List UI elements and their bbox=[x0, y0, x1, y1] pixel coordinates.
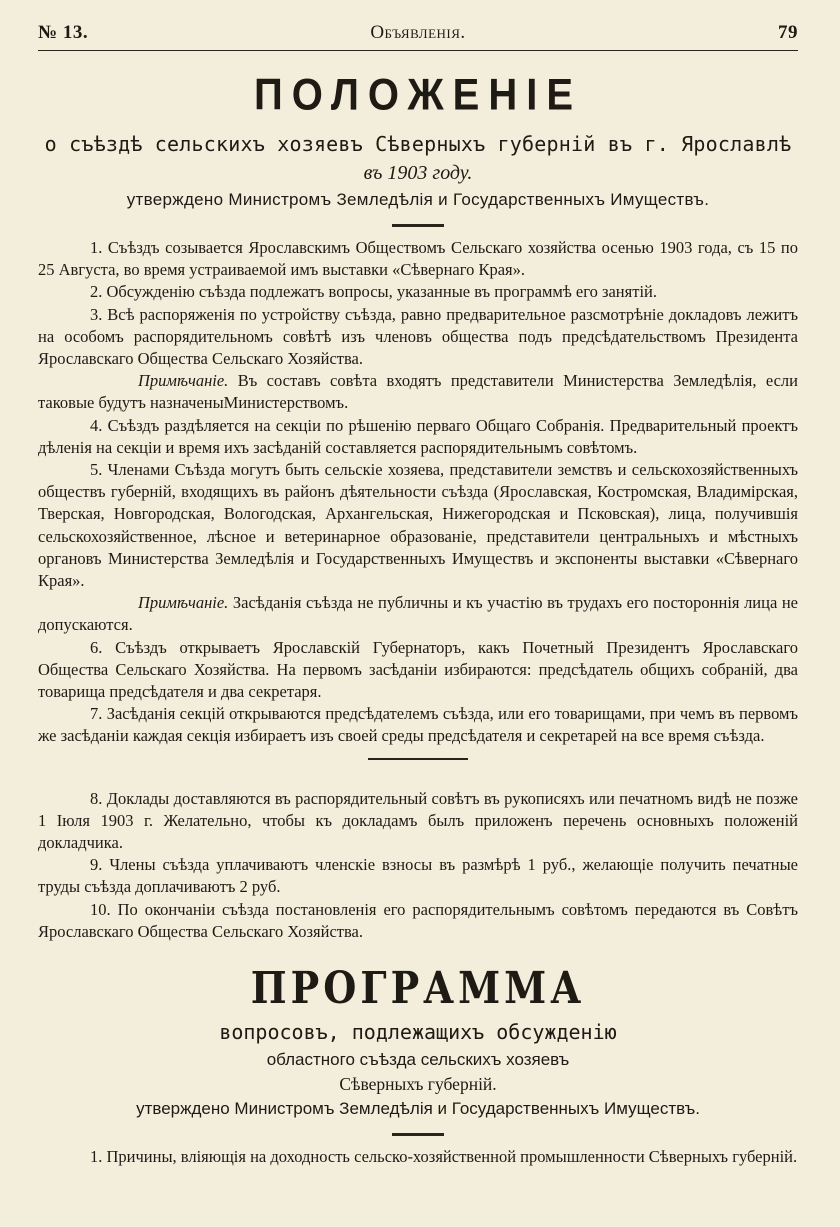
section-title: Объявленія. bbox=[370, 22, 466, 43]
regulation-item-8: 8. Доклады доставляются въ распорядительный совѣтъ въ рукописяхъ или печатномъ видѣ не позже 1 Іюля 1903 г. Желательно, чтобы къ докладамъ былъ приложенъ перечень основныхъ положеній докладчика. bbox=[38, 788, 798, 853]
regulation-body bbox=[38, 237, 798, 748]
program-approved: утверждено Министромъ Земледѣлія и Государственныхъ Имуществъ. bbox=[136, 1099, 700, 1119]
program-divider bbox=[392, 1133, 444, 1136]
section-divider bbox=[368, 758, 468, 760]
regulation-item-4: 4. Съѣздъ раздѣляется на секціи по рѣшенію перваго Общаго Собранія. Предварительный проектъ дѣленія на секціи и время ихъ засѣданій составляется распорядительнымъ совѣтомъ. bbox=[38, 415, 798, 457]
note-label: Примѣчаніе. bbox=[138, 371, 229, 391]
regulation-item-7: 7. Засѣданія секцій открываются предсѣдателемъ съѣзда, или его товарищами, при чемъ въ первомъ же засѣданіи каждая секція избираетъ изъ своей среды предсѣдателя и секретарей на все время съѣзда. bbox=[38, 704, 798, 746]
running-head bbox=[38, 20, 798, 50]
program-region: Сѣверныхъ губерній. bbox=[339, 1074, 497, 1095]
regulation-subtitle: о съѣздѣ сельскихъ хозяевъ Сѣверныхъ губерній въ г. Ярославлѣ bbox=[44, 132, 792, 156]
regulation-item-6: 6. Съѣздъ открываетъ Ярославскій Губернаторъ, какъ Почетный Президентъ Ярославскаго Общества Сельскаго Хозяйства. На первомъ засѣданіи избираются: предсѣдатель общихъ собраній, два товарища предсѣдателя и два секретаря. bbox=[38, 637, 798, 702]
regulation-item-1: 1. Съѣздъ созывается Ярославскимъ Обществомъ Сельскаго хозяйства осенью 1903 года, съ 15 по 25 Августа, во время устраиваемой имъ выставки «Сѣвернаго Края». bbox=[38, 238, 798, 280]
regulation-approved: утверждено Министромъ Земледѣлія и Государственныхъ Имуществъ. bbox=[126, 190, 710, 209]
regulation-item-10: 10. По окончаніи съѣзда постановленія его распорядительнымъ совѣтомъ передаются въ Совѣтъ Ярославскаго Общества Сельскаго Хозяйства. bbox=[38, 899, 798, 941]
regulation-year: въ 1903 году. bbox=[363, 162, 473, 184]
regulation-item-3: 3. Всѣ распоряженія по устройству съѣзда, равно предварительное разсмотрѣніе докладовъ лежитъ на особомъ распорядительномъ совѣтѣ изъ членовъ общества подъ предсѣдательствомъ Президента Ярославскаго Общества Сельскаго Хозяйства. bbox=[38, 304, 798, 369]
header-rule bbox=[38, 50, 798, 51]
program-subtitle: вопросовъ, подлежащихъ обсужденію bbox=[219, 1020, 617, 1045]
program-body bbox=[38, 1146, 798, 1168]
issue-number: № 13. bbox=[38, 22, 89, 43]
regulation-note-2 bbox=[38, 592, 798, 636]
regulation-body-continued bbox=[38, 788, 798, 943]
regulation-note-1 bbox=[38, 370, 798, 414]
program-subject: областного съѣзда сельскихъ хозяевъ bbox=[266, 1050, 570, 1070]
regulation-title: ПОЛОЖЕНІЕ bbox=[253, 70, 583, 120]
regulation-item-9: 9. Члены съѣзда уплачиваютъ членскіе взносы въ размѣрѣ 1 руб., желающіе получить печатные труды съѣзда доплачиваютъ 2 руб. bbox=[38, 855, 798, 897]
note-text: Въ составъ совѣта входятъ представители Министерства Земледѣлія, если таковые будутъ назначеныМинистерствомъ. bbox=[38, 371, 798, 413]
regulation-item-2: 2. Обсужденію съѣзда подлежатъ вопросы, указанные въ программѣ его занятій. bbox=[90, 282, 657, 302]
title-divider bbox=[392, 224, 444, 227]
program-item-1: 1. Причины, вліяющія на доходность сельско-хозяйственной промышленности Сѣверныхъ губерній. bbox=[90, 1147, 798, 1167]
page-number: 79 bbox=[778, 22, 798, 43]
program-title: ПРОГРАММА bbox=[250, 961, 586, 1014]
regulation-item-5: 5. Членами Съѣзда могутъ быть сельскіе хозяева, представители земствъ и сельскохозяйственныхъ обществъ губерній, входящихъ въ районъ дѣятельности съѣзда (Ярославская, Костромская, Владимірская, Тверская, Новгородская, Вологодская, Архангельская, Нижегородская и Псковская), лица, получившія сельскохозяйственное, лѣсное и ветеринарное образованіе, представители центральныхъ и мѣстныхъ органовъ Министерства Земледѣлія и Государственныхъ Имуществъ и экспоненты выставки «Сѣвернаго Края». bbox=[38, 460, 798, 591]
note-text: Засѣданія съѣзда не публичны и къ участію въ трудахъ его постороннія лица не допускаются. bbox=[38, 593, 798, 635]
note-label: Примѣчаніе. bbox=[138, 593, 229, 613]
